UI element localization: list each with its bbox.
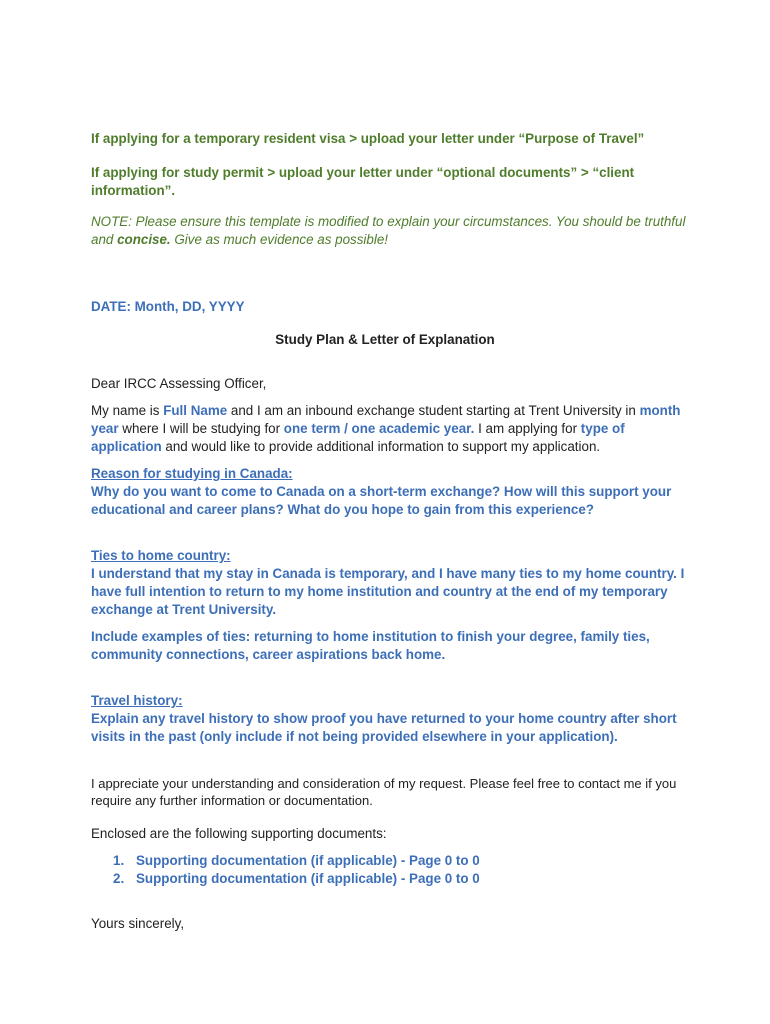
list-item xyxy=(91,870,686,888)
list-item-number: 2. xyxy=(113,871,125,886)
intro-text-2: and I am an inbound exchange student starting at Trent University in xyxy=(227,403,640,418)
intro-paragraph xyxy=(91,402,686,456)
trv-instruction: If applying for a temporary resident visa > upload your letter under “Purpose of Travel” xyxy=(91,131,645,146)
closing-paragraph: I appreciate your understanding and consideration of my request. Please feel free to contact me if you require any further information or documentation. xyxy=(91,776,677,808)
travel-heading: Travel history: xyxy=(91,693,183,708)
travel-section xyxy=(91,692,686,746)
intro-text-4: I am applying for xyxy=(474,421,581,436)
ties-section xyxy=(91,547,686,619)
note-text-b: Give as much evidence as possible! xyxy=(170,232,388,247)
travel-body: Explain any travel history to show proof you have returned to your home country after short visits in the past (only include if not being provided elsewhere in your application). xyxy=(91,711,677,744)
reason-body: Why do you want to come to Canada on a short-term exchange? How will this support your educational and career plans? What do you hope to gain from this experience? xyxy=(91,484,672,517)
list-item xyxy=(91,852,686,870)
ties-examples: Include examples of ties: returning to home institution to finish your degree, family ties, community connections, career aspirations back home. xyxy=(91,629,650,662)
full-name-placeholder: Full Name xyxy=(163,403,228,418)
application-type-placeholder: type of application xyxy=(91,421,625,454)
template-note xyxy=(91,213,686,249)
intro-text-5: and would like to provide additional information to support my application. xyxy=(161,439,601,454)
month-year-placeholder: month year xyxy=(91,403,681,436)
list-item-number: 1. xyxy=(113,853,125,868)
list-item-text: Supporting documentation (if applicable) - Page 0 to 0 xyxy=(136,853,480,868)
documents-list-wrap xyxy=(91,852,686,888)
note-bold: concise. xyxy=(117,232,171,247)
ties-heading: Ties to home country: xyxy=(91,548,231,563)
documents-list xyxy=(91,852,686,888)
study-permit-instruction: If applying for study permit > upload your letter under “optional documents” > “client information”. xyxy=(91,165,635,198)
intro-text-1: My name is xyxy=(91,403,164,418)
ties-body: I understand that my stay in Canada is temporary, and I have many ties to my home country. I have full intention to return to my home institution and country at the end of my temporary exchange at Trent University. xyxy=(91,566,685,617)
note-text-a: NOTE: Please ensure this template is modified to explain your circumstances. You should be truthful and xyxy=(91,214,686,247)
date-line: DATE: Month, DD, YYYY xyxy=(91,299,245,314)
reason-section xyxy=(91,465,686,519)
enclosed-intro: Enclosed are the following supporting documents: xyxy=(91,826,387,841)
salutation: Dear IRCC Assessing Officer, xyxy=(91,376,267,391)
term-placeholder: one term / one academic year. xyxy=(283,421,475,436)
reason-heading: Reason for studying in Canada: xyxy=(91,466,293,481)
list-item-text: Supporting documentation (if applicable) - Page 0 to 0 xyxy=(136,871,480,886)
intro-text-3: where I will be studying for xyxy=(118,421,284,436)
letter-title: Study Plan & Letter of Explanation xyxy=(275,332,495,347)
signoff: Yours sincerely, xyxy=(91,916,185,931)
